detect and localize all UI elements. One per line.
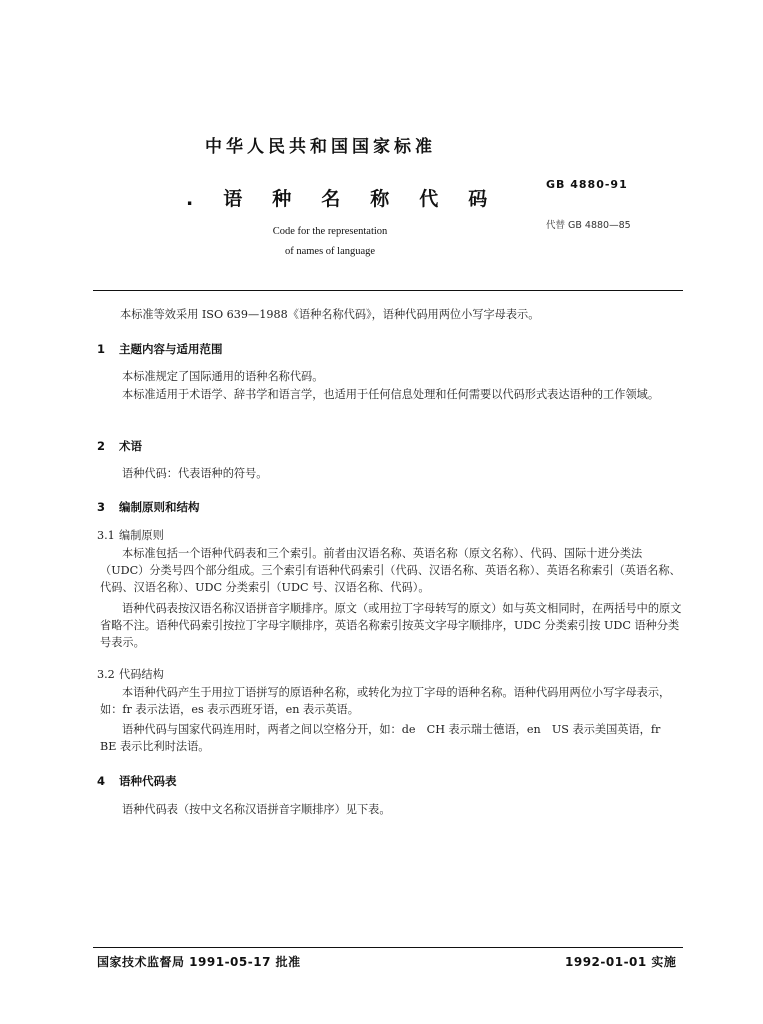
section-1-heading [97, 341, 223, 357]
subsection-title: 代码结构 [119, 668, 164, 681]
subsection-3-1-para-1: 本标准包括一个语种代码表和三个索引。前者由汉语名称、英语名称（原文名称）、代码、国际十进分类法（UDC）分类号四个部分组成。三个索引有语种代码索引（代码、汉语名称、英语名称）、英语名称索引（英语名称、代码、汉语名称）、UDC 分类索引（UDC 号、汉语名称、代码）。 [100, 547, 681, 594]
subsection-number: 3.2 [97, 668, 115, 681]
section-4-para-1: 语种代码表（按中文名称汉语拼音字顺排序）见下表。 [122, 803, 391, 816]
subsection-3-1-heading [97, 527, 164, 543]
section-1-para-1: 本标准规定了国际通用的语种名称代码。 [122, 370, 324, 383]
subsection-title: 编制原则 [119, 529, 164, 542]
issued-by: 国家技术监督局 1991-05-17 批准 [97, 955, 301, 969]
standard-title: .语种名称代码 [186, 188, 518, 210]
section-number: 3 [97, 500, 106, 514]
section-2-heading [97, 438, 142, 454]
section-number: 4 [97, 774, 106, 788]
subsection-number: 3.1 [97, 529, 115, 542]
section-number: 1 [97, 342, 106, 356]
replaces-note: 代替 GB 4880—85 [546, 220, 631, 231]
section-number: 2 [97, 439, 106, 453]
section-4-heading [97, 773, 177, 789]
section-3-heading [97, 499, 200, 515]
english-title-line2: of names of language [284, 246, 376, 257]
subsection-3-1-para-2: 语种代码表按汉语名称汉语拼音字顺排序。原文（或用拉丁字母转写的原文）如与英文相同时，在两括号中的原文省略不注。语种代码索引按拉丁字母字顺排序，英语名称索引按英文字母字顺排序，UDC 分类索引按 UDC 语种分类号表示。 [100, 602, 682, 649]
gb-number: GB 4880-91 [546, 178, 628, 191]
intro-text: 本标准等效采用 ISO 639—1988《语种名称代码》，语种代码用两位小写字母表示。 [120, 308, 540, 321]
section-title: 语种代码表 [119, 774, 177, 788]
footer-divider [93, 947, 683, 948]
section-2-para-1: 语种代码：代表语种的符号。 [122, 467, 268, 480]
section-1-para-2: 本标准适用于术语学、辞书学和语言学，也适用于任何信息处理和任何需要以代码形式表达语种的工作领域。 [122, 388, 660, 401]
subsection-3-2-para-1: 本语种代码产生于用拉丁语拼写的原语种名称，或转化为拉丁字母的语种名称。语种代码用两位小写字母表示，如：fr 表示法语，es 表示西班牙语，en 表示英语。 [100, 686, 671, 716]
subsection-3-2-para-2: 语种代码与国家代码连用时，两者之间以空格分开，如：de CH 表示瑞士德语，en US 表示美国英语，fr BE 表示比利时法语。 [100, 723, 672, 753]
header-divider [93, 290, 683, 291]
effective-date: 1992-01-01 实施 [565, 955, 677, 969]
subsection-3-2-heading [97, 666, 164, 682]
english-title-line1: Code for the representation [272, 226, 388, 237]
section-title: 术语 [119, 439, 142, 453]
section-title: 编制原则和结构 [119, 500, 200, 514]
org-title: 中华人民共和国国家标准 [205, 137, 436, 157]
section-title: 主题内容与适用范围 [119, 342, 223, 356]
